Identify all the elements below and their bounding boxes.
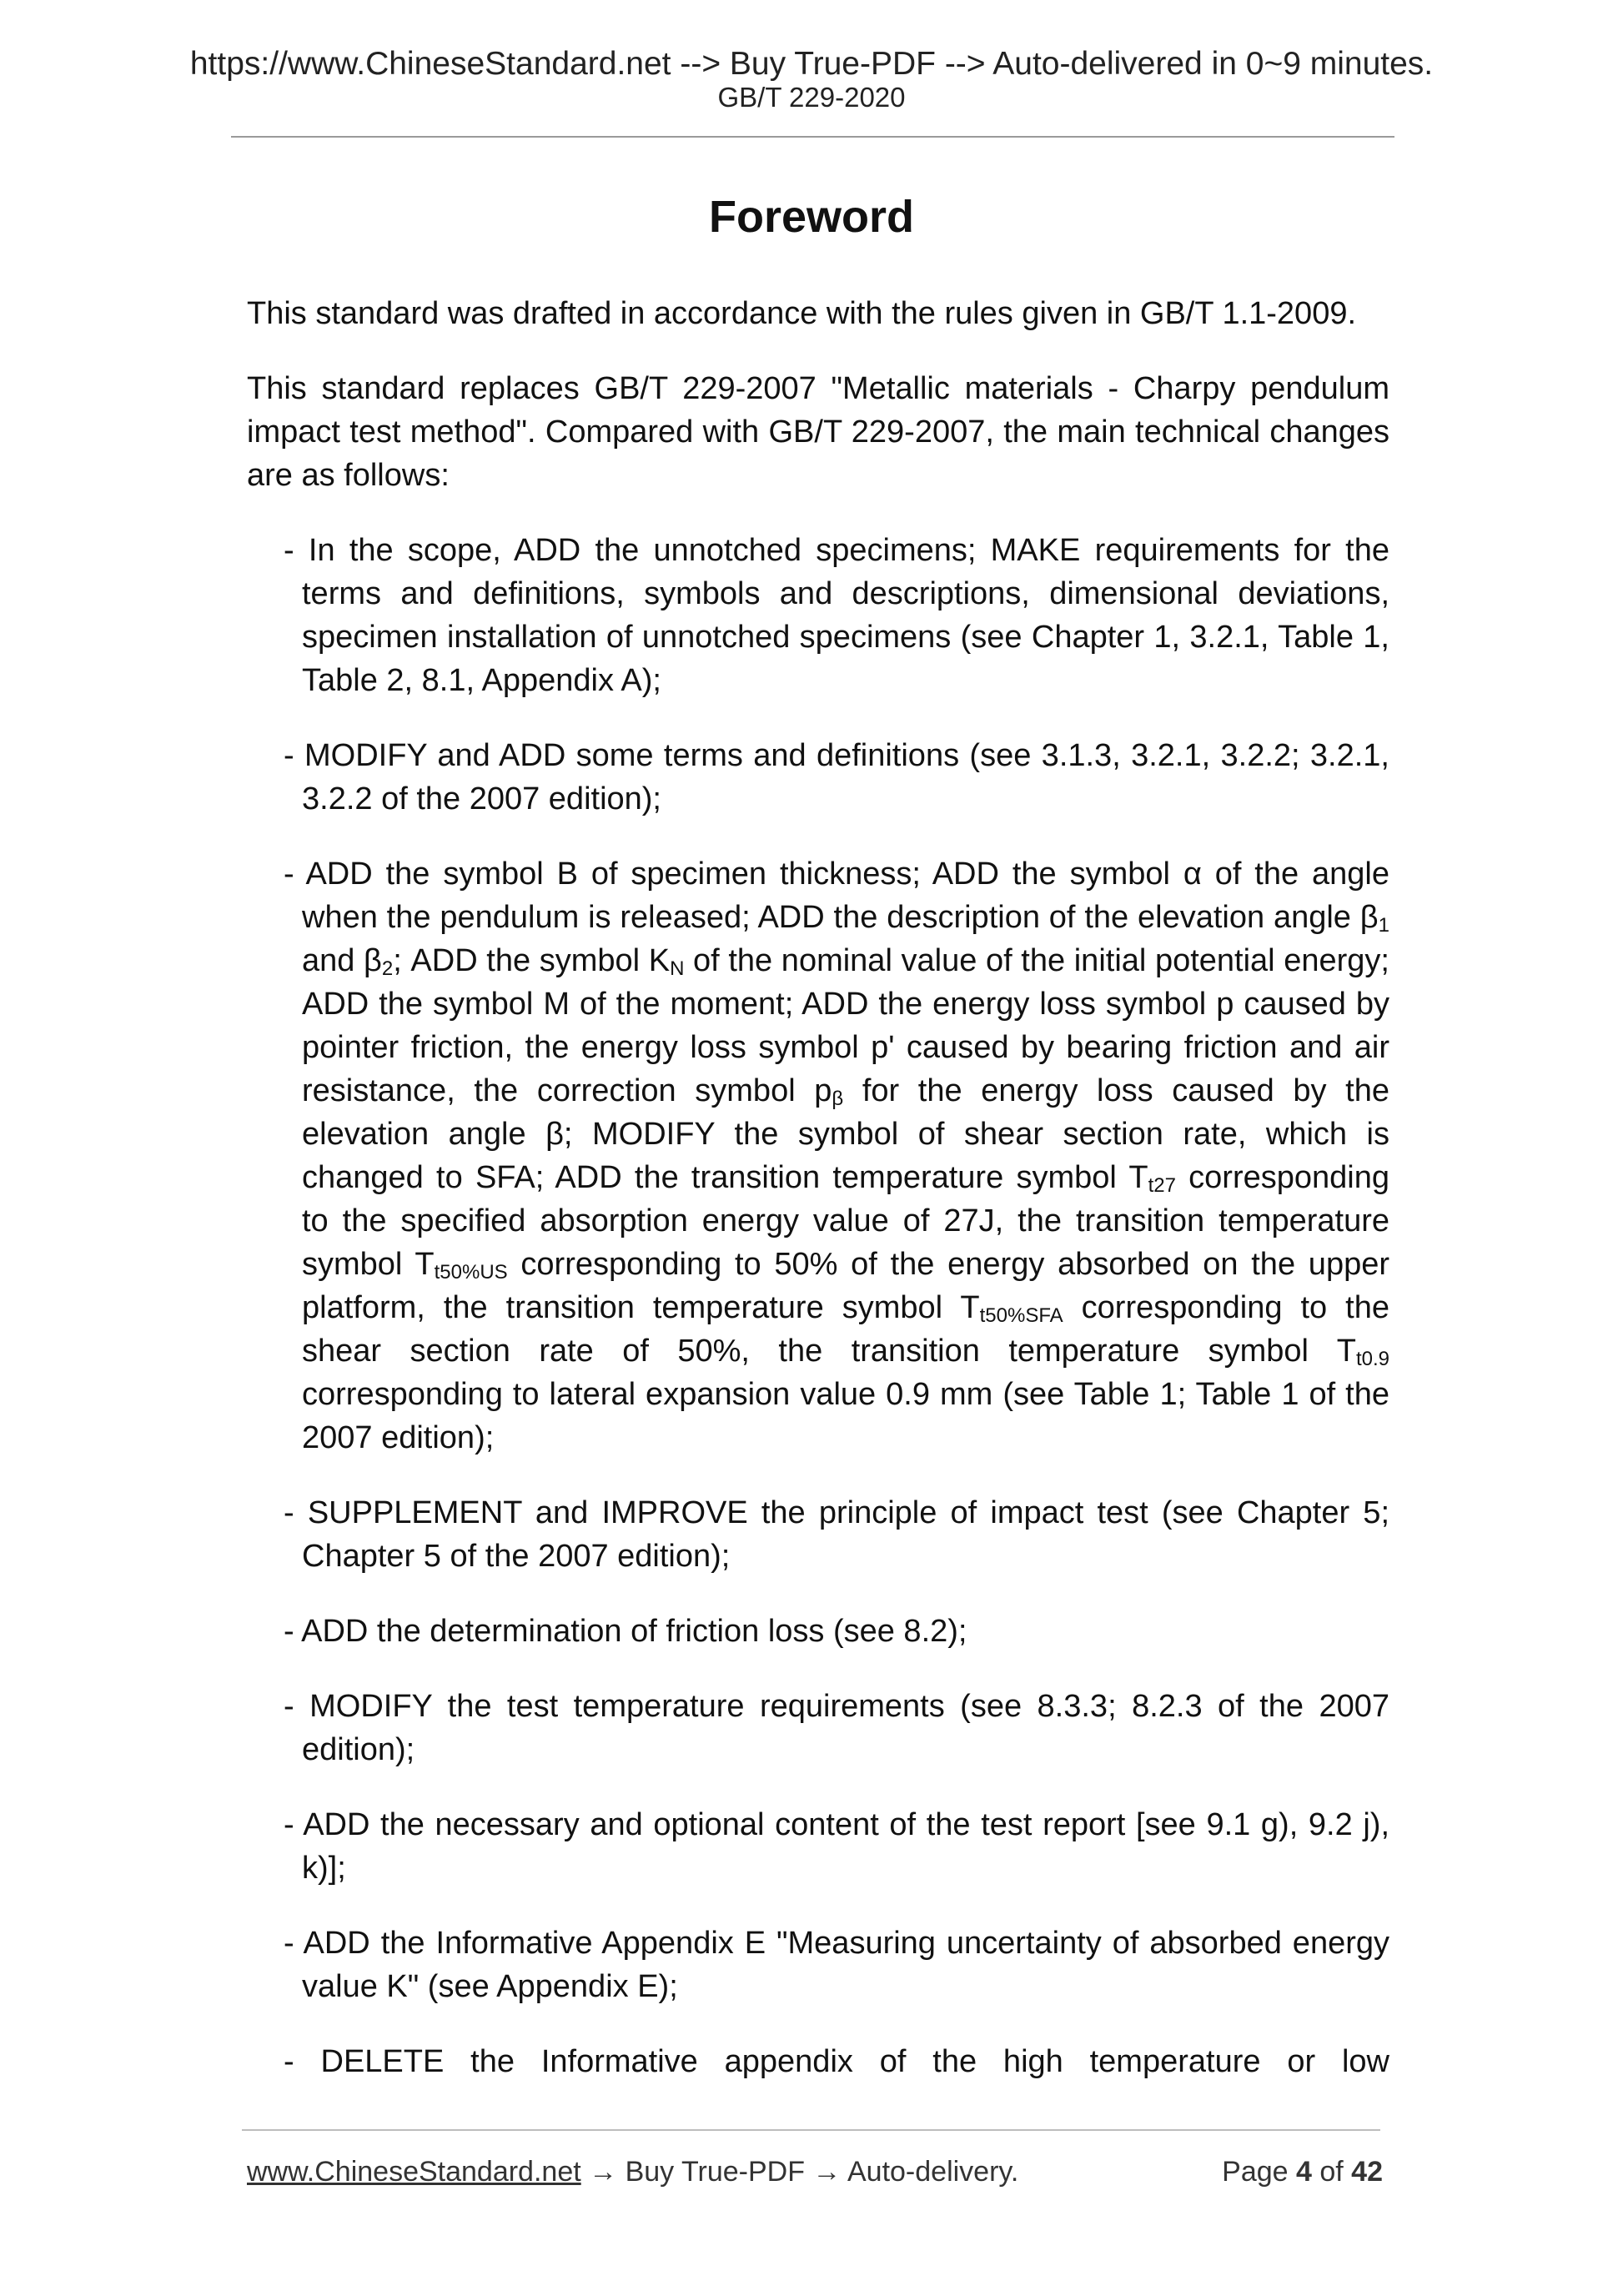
page-footer: [247, 2152, 1383, 2192]
intro-paragraph-2: This standard replaces GB/T 229-2007 "Metallic materials - Charpy pendulum impact test method". Compared with GB/T 229-2007, the main technical changes are as follows:: [247, 371, 1389, 493]
change-item-test-report: - ADD the necessary and optional content of the test report [see 9.1 g), 9.2 j), k)];: [284, 1807, 1389, 1886]
change-item-temperature: - MODIFY the test temperature requirements (see 8.3.3; 8.2.3 of the 2007 edition);: [284, 1689, 1389, 1767]
header-banner-link[interactable]: https://www.ChineseStandard.net --> Buy True-PDF --> Auto-delivered in 0~9 minutes.: [189, 46, 1434, 82]
footer-divider: [242, 2129, 1380, 2131]
change-item-scope: - In the scope, ADD the unnotched specimens; MAKE requirements for the terms and definitions, symbols and descriptions, dimensional deviations, specimen installation of unnotched specimens (see Chapter 1, 3.2.1, Table 1, Table 2, 8.1, Appendix A);: [284, 533, 1389, 698]
change-item-symbols: - ADD the symbol B of specimen thickness; ADD the symbol α of the angle when the pendulum is released; ADD the description of the elevation angle $\beta_1$ and $\beta_2$; ADD the symbol $K_N$ of the nominal value of the initial potential energy; ADD the symbol M of the moment; ADD the energy loss symbol p caused by pointer friction, the energy loss symbol p' caused by bearing friction and air resistance, the correction symbol $p_\beta$ for the energy loss caused by the elevation angle β; MODIFY the symbol of shear section rate, which is changed to SFA; ADD the transition temperature symbol $T_{t27}$ corresponding to the specified absorption energy value of 27J, the transition temperature symbol $T_{t50\%US}$ corresponding to 50% of the energy absorbed on the upper platform, the transition temperature symbol $T_{t50\%SFA}$ corresponding to the shear section rate of 50%, the transition temperature symbol $T_{t0.9}$ corresponding to lateral expansion value 0.9 mm (see Table 1; Table 1 of the 2007 edition);: [284, 857, 1390, 1455]
page-indicator: Page 4 of 42: [1222, 2156, 1383, 2188]
current-page-number: 4: [1296, 2156, 1312, 2188]
footer-site-link[interactable]: www.ChineseStandard.net: [247, 2156, 581, 2188]
total-page-count: 42: [1351, 2156, 1383, 2188]
change-item-delete-appendix: - DELETE the Informative appendix of the high temperature or low: [284, 2044, 1389, 2079]
header-divider: [231, 136, 1394, 138]
intro-paragraph-1: This standard was drafted in accordance with the rules given in GB/T 1.1-2009.: [247, 296, 1357, 331]
page-title: Foreword: [708, 192, 914, 242]
change-item-terms: - MODIFY and ADD some terms and definitions (see 3.1.3, 3.2.1, 3.2.2; 3.2.1, 3.2.2 of the 2007 edition);: [284, 738, 1389, 816]
foreword-body: [247, 292, 1389, 2083]
change-item-friction-loss: - ADD the determination of friction loss (see 8.2);: [284, 1614, 967, 1649]
change-item-appendix-e: - ADD the Informative Appendix E "Measuring uncertainty of absorbed energy value K" (see Appendix E);: [284, 1926, 1389, 2004]
change-item-principle: - SUPPLEMENT and IMPROVE the principle of impact test (see Chapter 5; Chapter 5 of the 2007 edition);: [284, 1495, 1389, 1574]
footer-tagline: → Buy True-PDF → Auto-delivery.: [580, 2156, 1019, 2188]
document-number: GB/T 229-2020: [717, 82, 906, 113]
